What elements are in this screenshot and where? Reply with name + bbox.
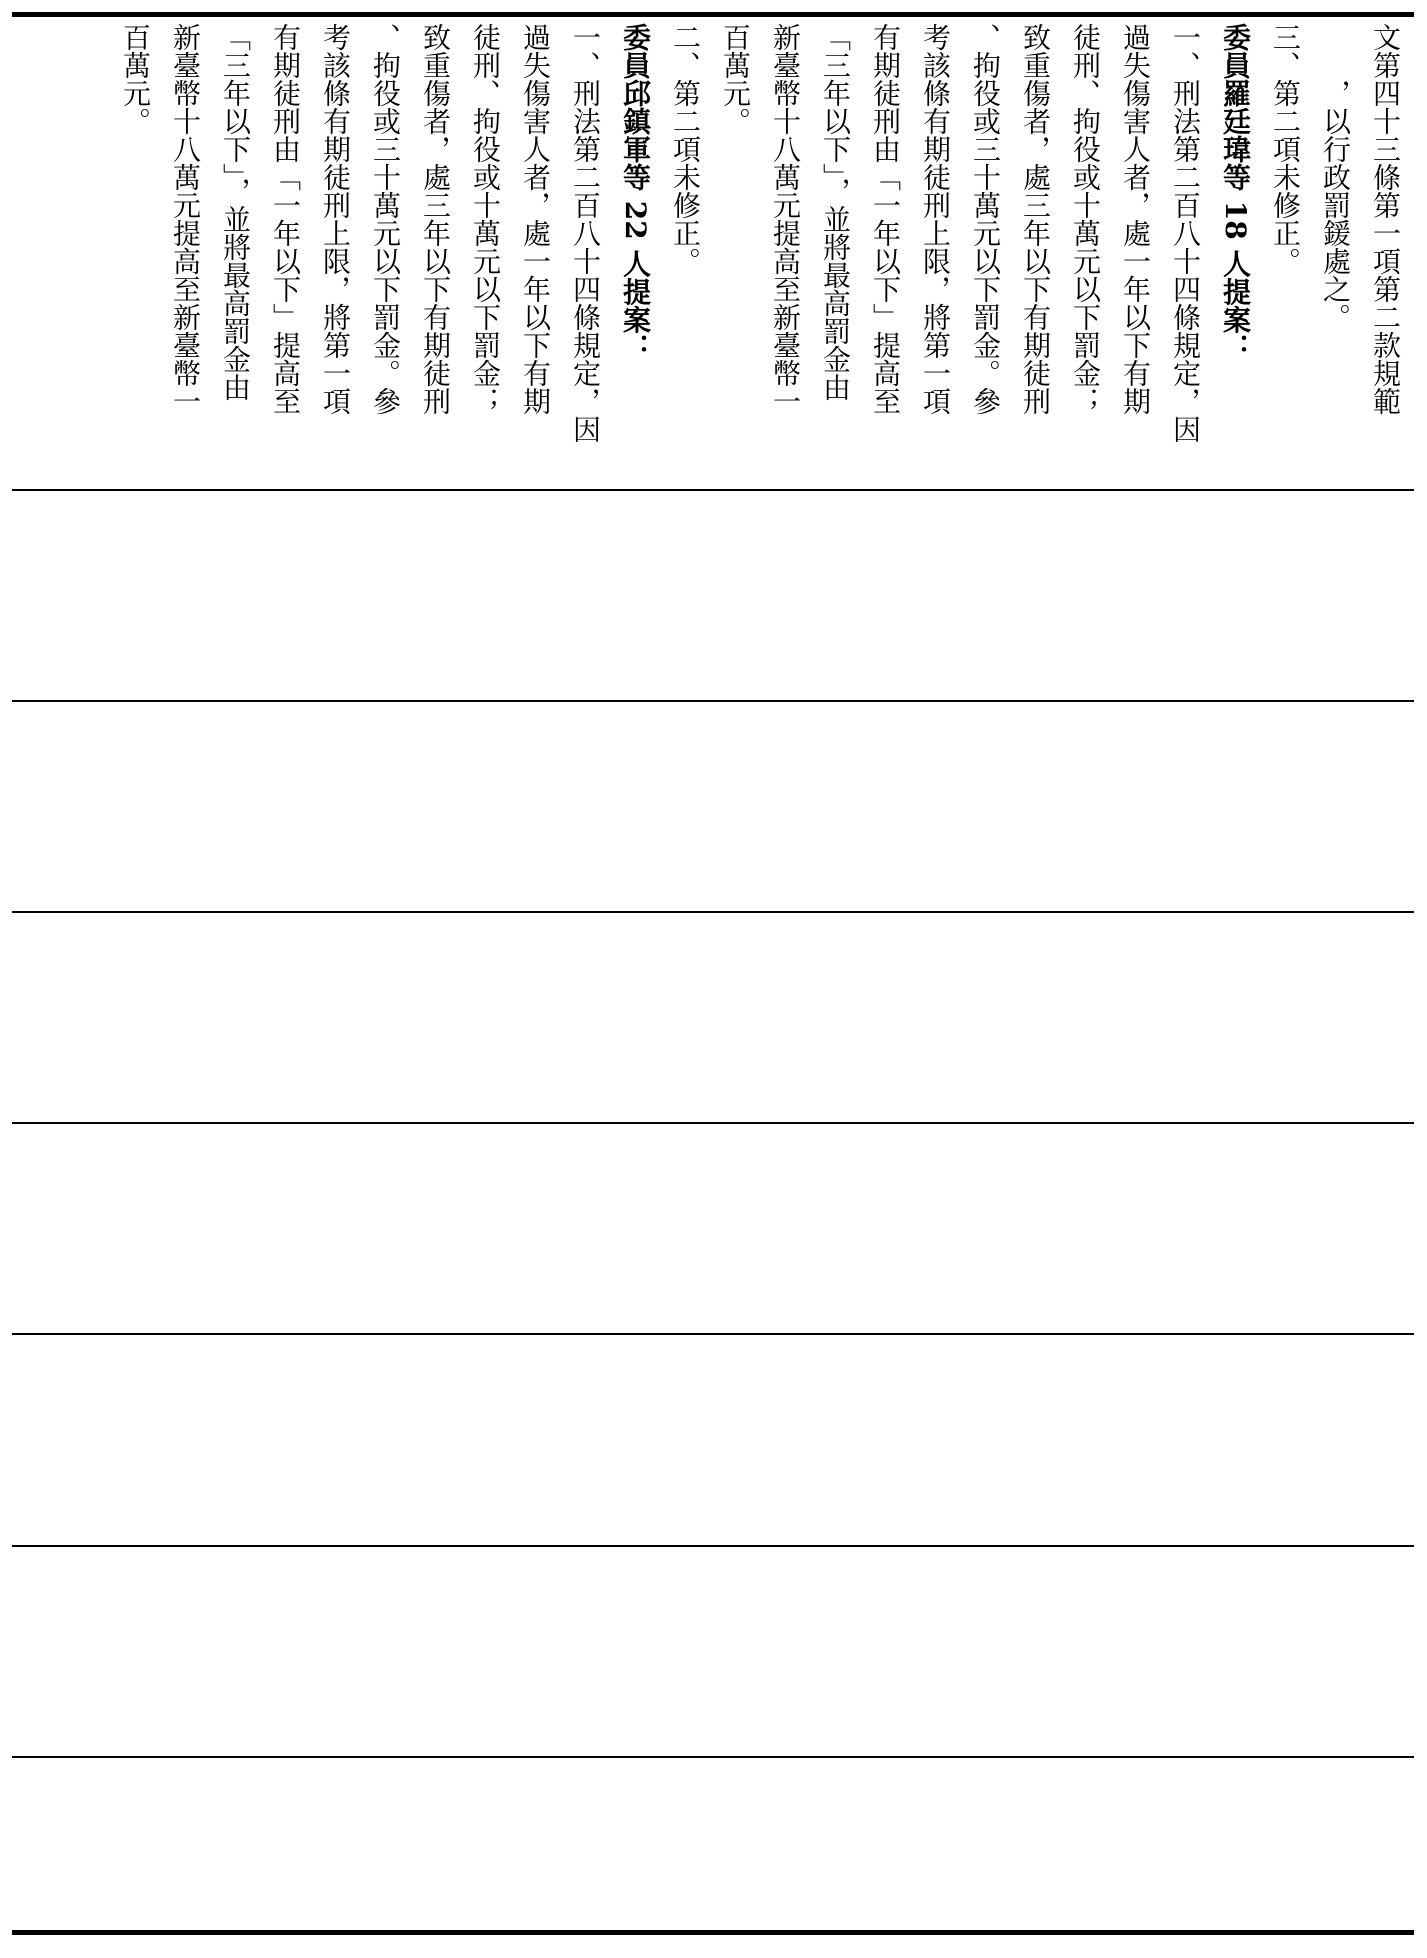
row-divider [12, 1545, 1414, 1547]
text-line: 徒刑、拘役或十萬元以下罰金； [469, 23, 502, 415]
row-divider [12, 489, 1414, 491]
text-line: 過失傷害人者，處一年以下有期 [519, 23, 552, 415]
text-line: 一、刑法第二百八十四條規定，因 [1169, 23, 1202, 443]
text-line: 徒刑、拘役或十萬元以下罰金； [1069, 23, 1102, 415]
text-line: 百萬元。 [719, 23, 752, 135]
text-line: 二、第二項未修正。 [669, 23, 702, 275]
text-line: 文第四十三條第一項第二款規範 [1369, 23, 1402, 415]
text-line: 考該條有期徒刑上限，將第一項 [319, 23, 352, 415]
text-line: 三、第二項未修正。 [1269, 23, 1302, 275]
proposal-heading: 委員羅廷瑋等 18 人提案： [1219, 23, 1252, 362]
text-line: 、拘役或三十萬元以下罰金。參 [969, 23, 1002, 415]
bottom-border [12, 1930, 1414, 1935]
text-line: 致重傷者，處三年以下有期徒刑 [1019, 23, 1052, 415]
text-line: 百萬元。 [119, 23, 152, 135]
row-divider [12, 1122, 1414, 1124]
proposal-heading: 委員邱鎮軍等 22 人提案： [619, 23, 652, 362]
text-line: 新臺幣十八萬元提高至新臺幣一 [169, 23, 202, 415]
text-line: 一、刑法第二百八十四條規定，因 [569, 23, 602, 443]
text-line: 考該條有期徒刑上限，將第一項 [919, 23, 952, 415]
row-divider [12, 700, 1414, 702]
text-line: 、拘役或三十萬元以下罰金。參 [369, 23, 402, 415]
text-line: 「三年以下」，並將最高罰金由 [219, 23, 252, 401]
text-line: 有期徒刑由「一年以下」提高至 [269, 23, 302, 415]
row-divider [12, 1333, 1414, 1335]
text-line: ，以行政罰鍰處之。 [1319, 79, 1352, 331]
vertical-text-column [18, 17, 1414, 491]
text-line: 有期徒刑由「一年以下」提高至 [869, 23, 902, 415]
row-divider [12, 911, 1414, 913]
row-divider [12, 1756, 1414, 1758]
text-line: 「三年以下」，並將最高罰金由 [819, 23, 852, 401]
text-line: 過失傷害人者，處一年以下有期 [1119, 23, 1152, 415]
text-line: 新臺幣十八萬元提高至新臺幣一 [769, 23, 802, 415]
text-line: 致重傷者，處三年以下有期徒刑 [419, 23, 452, 415]
